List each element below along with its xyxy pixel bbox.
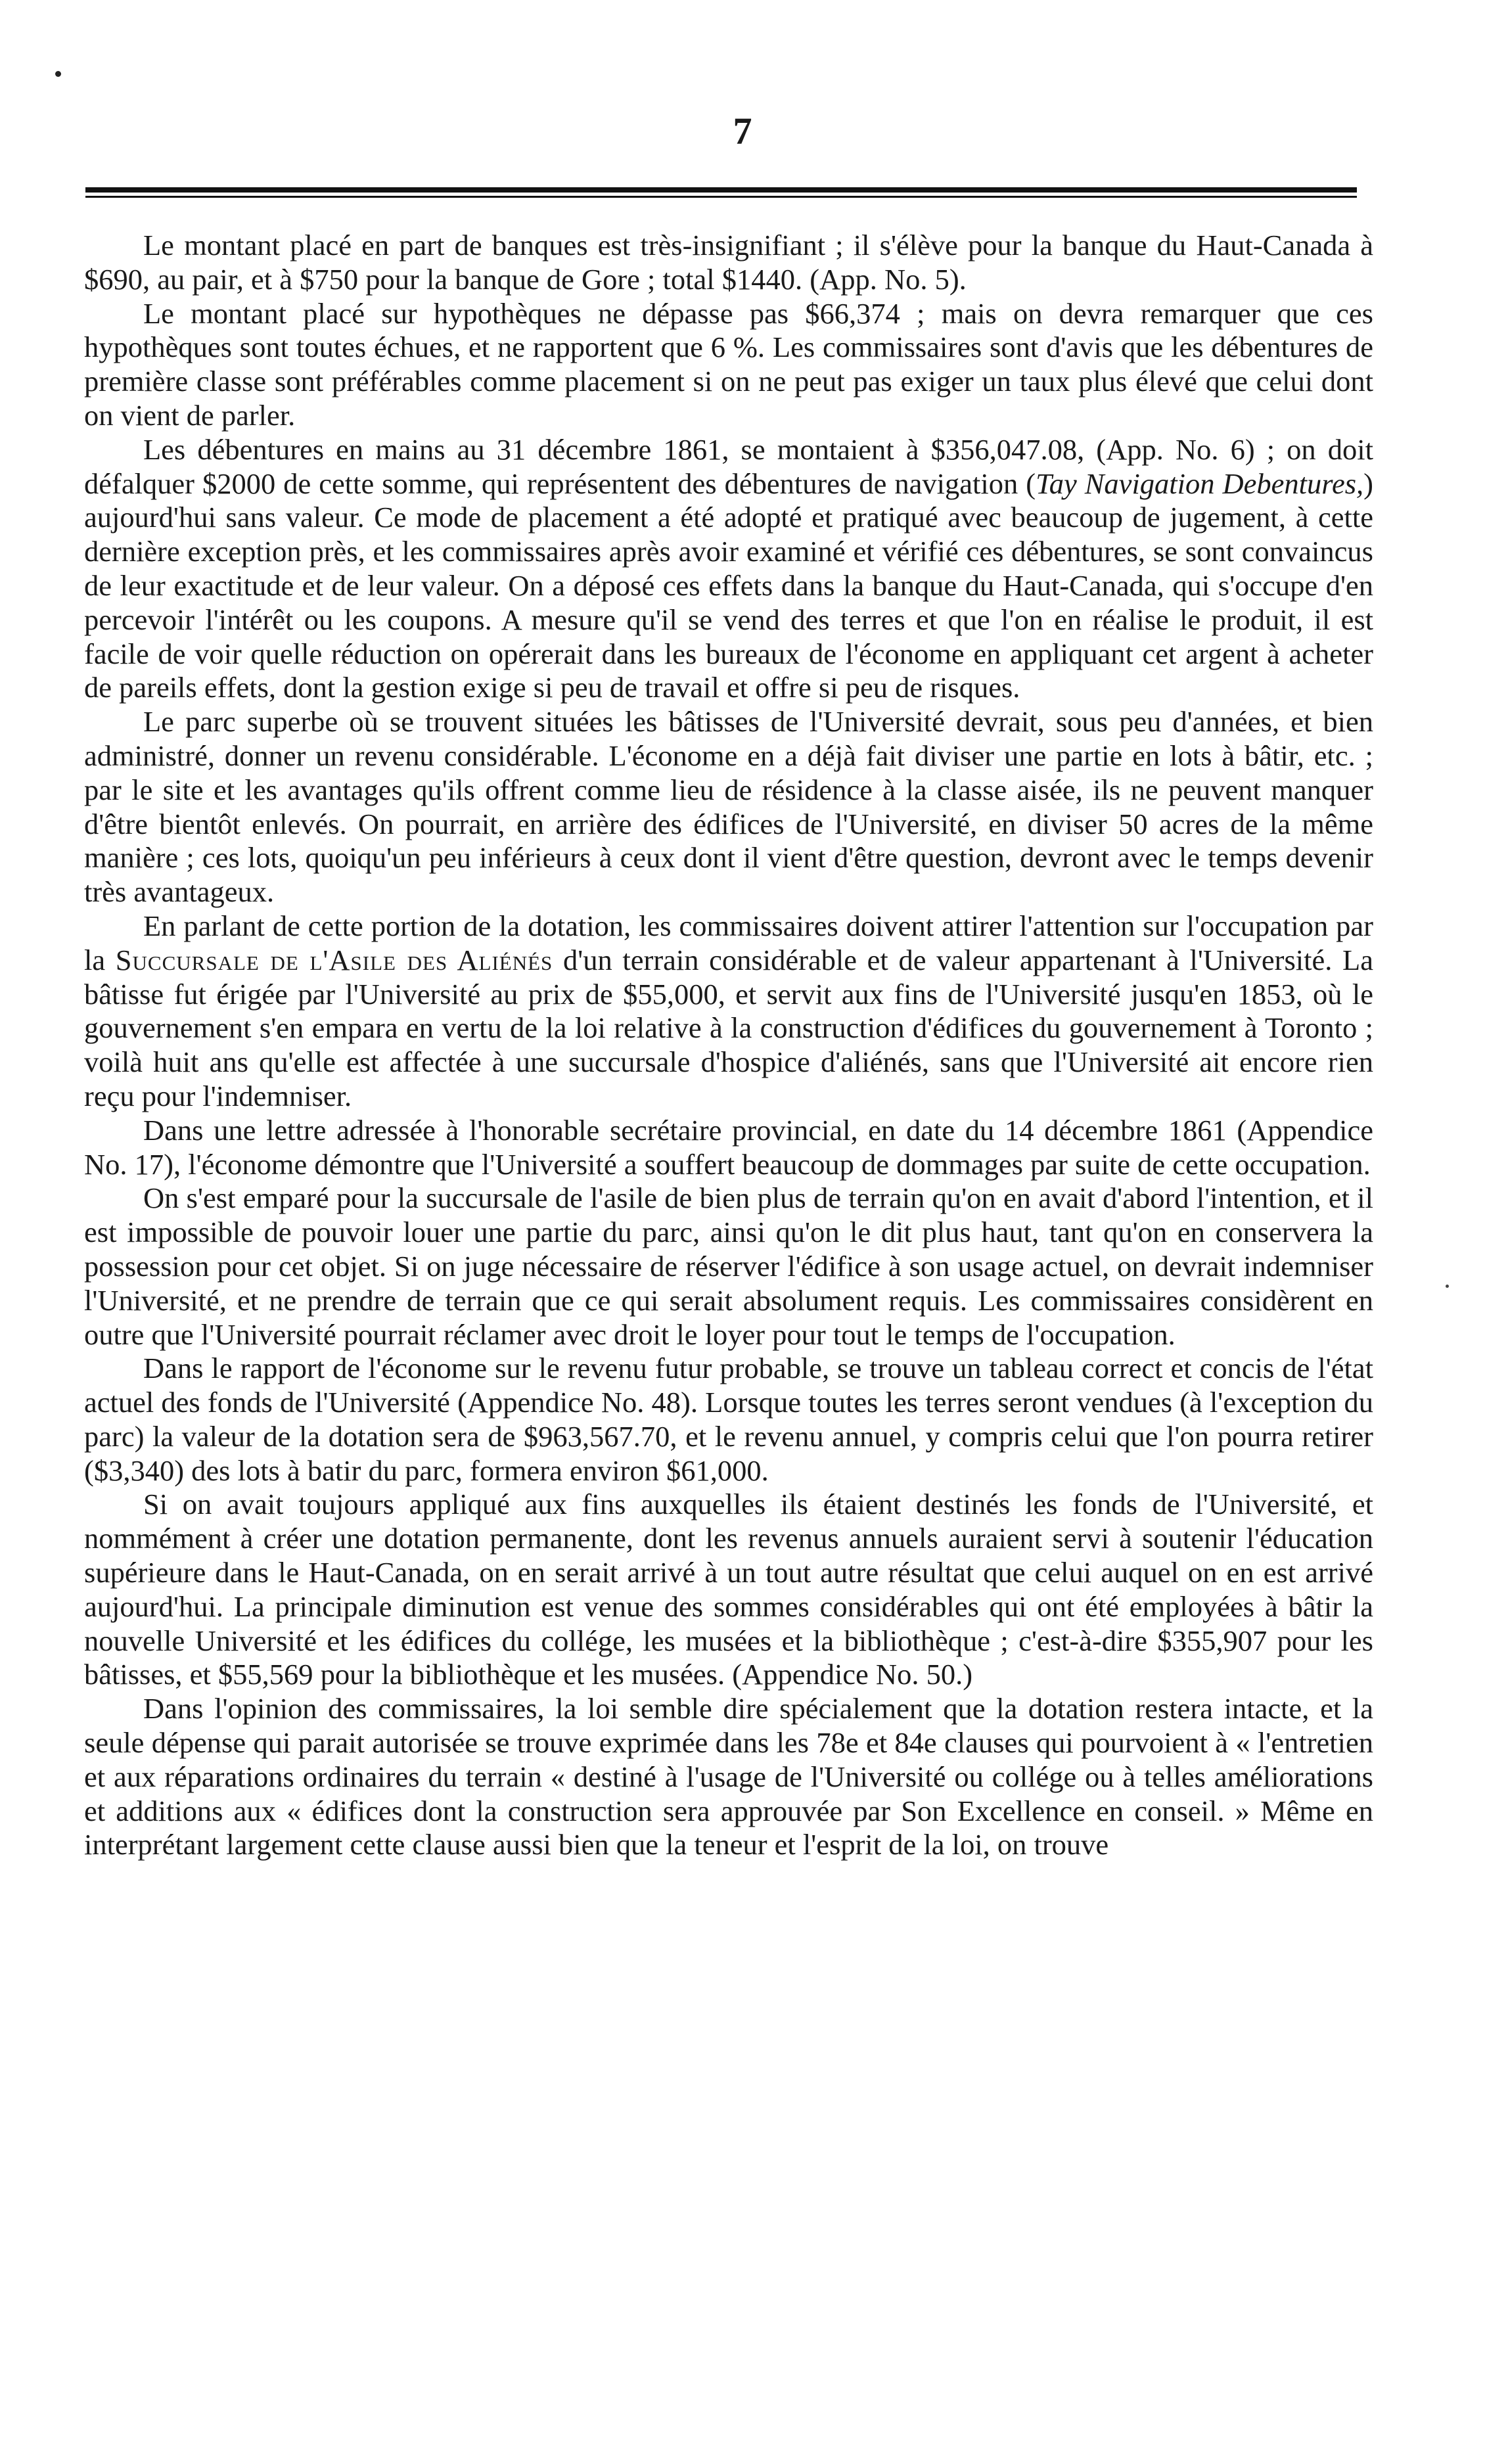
paragraph-funds-applied: Si on avait toujours appliqué aux fins auxquelles ils étaient destinés les fonds de l'Université, et nommément à créer une dotation permanente, dont les revenus annuels auraient servi à soutenir l'éducation supérieure dans le Haut-Canada, on en serait arrivé à un tout autre résultat que celui auquel on en est arrivé aujourd'hui. La principale diminution est venue des sommes considérables qui ont été employées à bâtir la nouvelle Université et les édifices du collége, les musées et la bibliothèque ; c'est-à-dire $355,907 pour les bâtisses, et $55,569 pour la bibliothèque et les musées. (Appendice No. 50.) bbox=[84, 1488, 1373, 1691]
paragraph-asylum-part-2: d'un terrain considérable et de valeur appartenant à l'Université. La bâtisse fut érigée par l'Université au prix de $55,000, et servit aux fins de l'Université jusqu'en 1853, où le gouvernement s'en empara en vertu de la loi relative à la construction d'édifices du gouvernement à Toronto ; voilà huit ans qu'elle est affectée à une succursale d'hospice d'aliénés, sans que l'Université ait encore rien reçu pour l'indemniser. bbox=[84, 943, 1373, 1112]
paragraph-asylum-part-1: En parlant de cette portion de la dotation, les commissaires doivent attirer l'attention sur l'occupation par la bbox=[84, 909, 1373, 976]
body-text bbox=[84, 229, 1373, 1862]
margin-dot-mark bbox=[55, 71, 61, 77]
header-rule bbox=[85, 187, 1357, 198]
paragraph-bank-shares: Le montant placé en part de banques est très-insignifiant ; il s'élève pour la banque du Haut-Canada à $690, au pair, et à $750 pour la banque de Gore ; total $1440. (App. No. 5). bbox=[84, 229, 1373, 296]
paragraph-debentures bbox=[84, 433, 1373, 705]
header-rule-thin bbox=[85, 196, 1357, 198]
paragraph-debentures-italic: Tay Navigation Debentures, bbox=[1036, 467, 1364, 500]
paragraph-debentures-part-2: ) aujourd'hui sans valeur. Ce mode de placement a été adopté et pratiqué avec beaucoup de jugement, à cette dernière exception près, et les commissaires après avoir examiné et vérifié ces débentures, se sont convaincus de leur exactitude et de leur valeur. On a déposé ces effets dans la banque du Haut-Canada, qui s'occupe d'en percevoir l'intérêt ou les coupons. A mesure qu'il se vend des terres et que l'on en réalise le produit, il est facile de voir quelle réduction on opérerait dans les bureaux de l'économe en appliquant cet argent à acheter de pareils effets, dont la gestion exige si peu de travail et offre si peu de risques. bbox=[84, 467, 1373, 704]
paragraph-commissioners-opinion: Dans l'opinion des commissaires, la loi semble dire spécialement que la dotation restera intacte, et la seule dépense qui parait autorisée se trouve exprimée dans les 78e et 84e clauses qui pourvoient à « l'entretien et aux réparations ordinaires du terrain « destiné à l'usage de l'Université ou collége ou à telles améliorations et additions aux « édifices dont la construction sera approuvée par Son Excellence en conseil. » Même en interprétant largement cette clause aussi bien que la teneur et l'esprit de la loi, on trouve bbox=[84, 1692, 1373, 1861]
margin-dot-mark bbox=[1446, 1285, 1449, 1288]
paragraph-debentures-part-1: Les débentures en mains au 31 décembre 1861, se montaient à $356,047.08, (App. No. 6) ; on doit défalquer $2000 de cette somme, qui représentent des débentures de navigation ( bbox=[84, 432, 1373, 500]
paragraph-mortgages: Le montant placé sur hypothèques ne dépasse pas $66,374 ; mais on devra remarquer que ces hypothèques sont toutes échues, et ne rapportent que 6 %. Les commissaires sont d'avis que les débentures de première classe sont préférables comme placement si on ne peut pas exiger un taux plus élevé que celui dont on vient de parler. bbox=[84, 296, 1373, 432]
paragraph-park: Le parc superbe où se trouvent situées les bâtisses de l'Université devrait, sous peu d'années, et bien administré, donner un revenu considérable. L'économe en a déjà fait diviser une partie en lots à bâtir, etc. ; par le site et les avantages qu'ils offrent comme lieu de résidence à la classe aisée, ils ne peuvent manquer d'être bientôt enlevés. On pourrait, en arrière des édifices de l'Université, en diviser 50 acres de la même manière ; ces lots, quoiqu'un peu inférieurs à ceux dont il vient d'être question, devront avec le temps devenir très avantageux. bbox=[84, 705, 1373, 909]
header-rule-thick bbox=[85, 187, 1357, 193]
page-number: 7 bbox=[733, 110, 752, 152]
paragraph-letter: Dans une lettre adressée à l'honorable secrétaire provincial, en date du 14 décembre 1861 (Appendice No. 17), l'économe démontre que l'Université a souffert beaucoup de dommages par suite de cette occupation. bbox=[84, 1113, 1373, 1181]
paragraph-revenue-report: Dans le rapport de l'économe sur le revenu futur probable, se trouve un tableau correct et concis de l'état actuel des fonds de l'Université (Appendice No. 48). Lorsque toutes les terres seront vendues (à l'exception du parc) la valeur de la dotation sera de $963,567.70, et le revenu annuel, y compris celui que l'on pourra retirer ($3,340) des lots à batir du parc, formera environ $61,000. bbox=[84, 1352, 1373, 1487]
paragraph-asylum bbox=[84, 909, 1373, 1114]
paragraph-land-taken: On s'est emparé pour la succursale de l'asile de bien plus de terrain qu'on en avait d'abord l'intention, et il est impossible de pouvoir louer une partie du parc, ainsi qu'on le dit plus haut, tant qu'on en conservera la possession pour cet objet. Si on juge nécessaire de réserver l'édifice à son usage actuel, on devrait indemniser l'Université, et ne prendre de terrain que ce qui serait absolument requis. Les commissaires considèrent en outre que l'Université pourrait réclamer avec droit le loyer pour tout le temps de l'occupation. bbox=[84, 1181, 1373, 1351]
paragraph-asylum-smallcaps: Succursale de l'Asile des Aliénés bbox=[115, 943, 553, 976]
